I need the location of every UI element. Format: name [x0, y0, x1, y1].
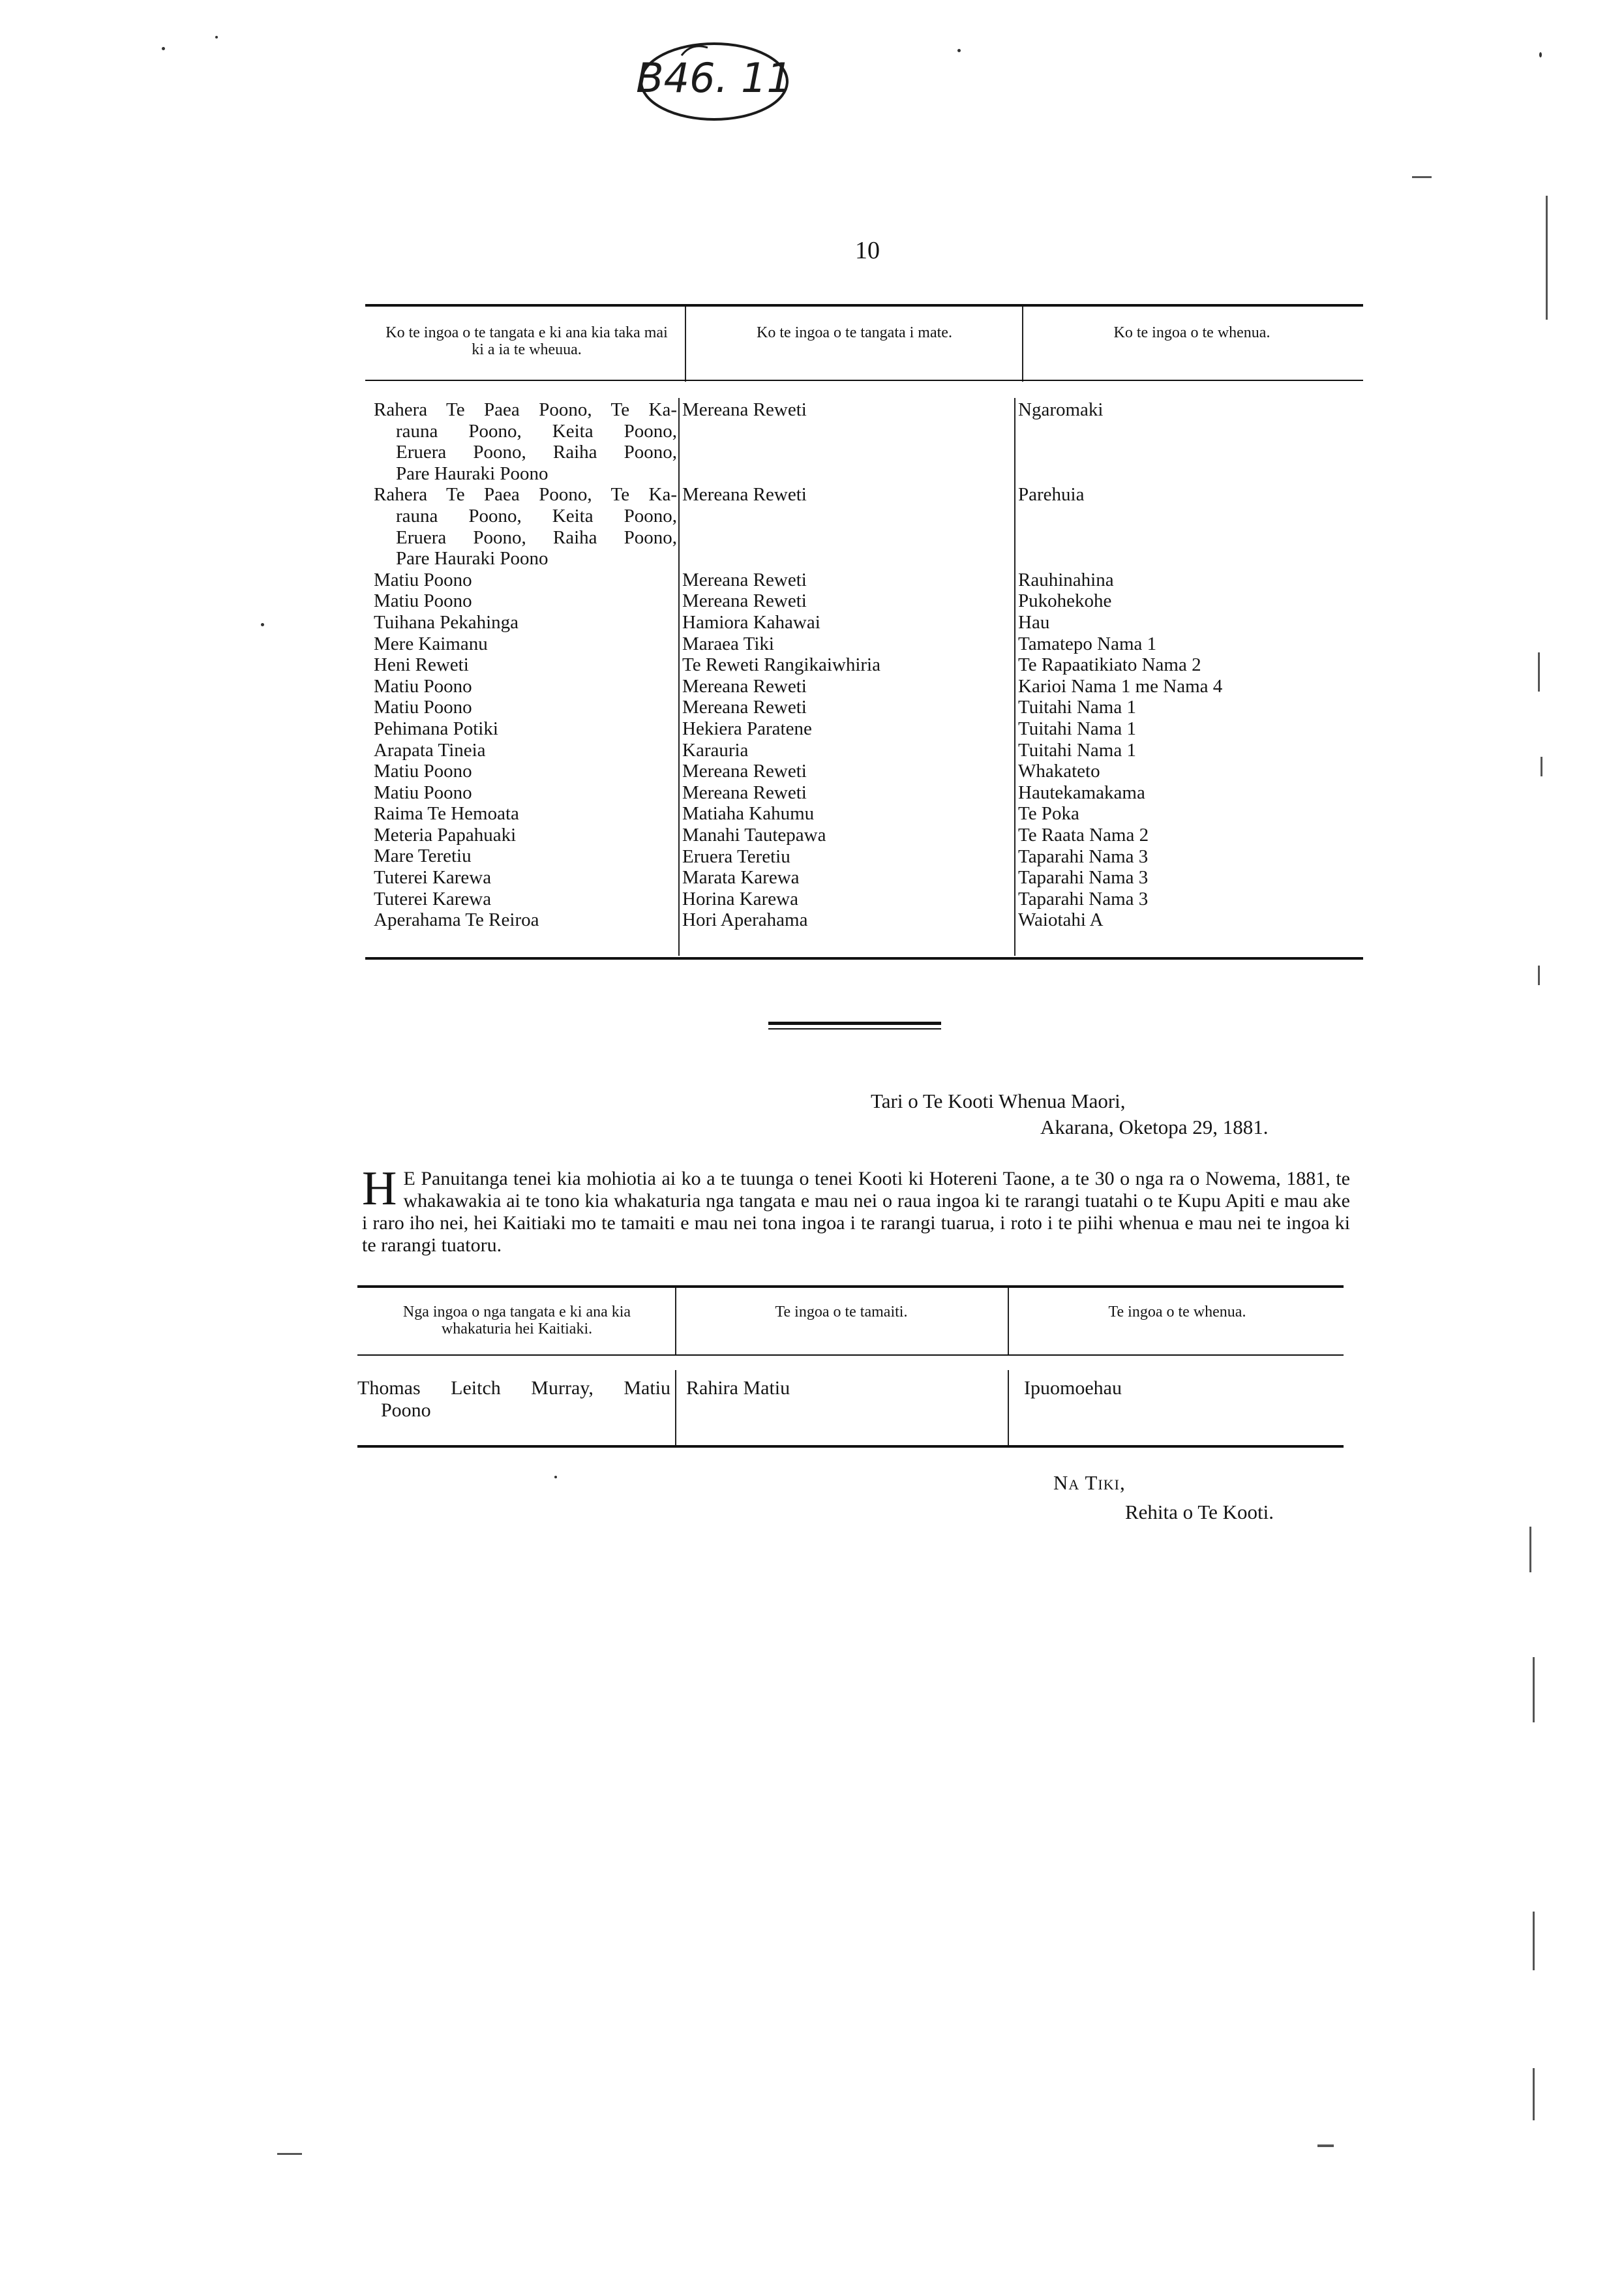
claimant-name: Raima Te Hemoata	[374, 803, 519, 825]
deceased-name: Mereana Reweti	[682, 782, 807, 803]
table-column-divider	[678, 398, 680, 956]
land-name: Tuitahi Nama 1	[1018, 697, 1136, 718]
land-name: Tuitahi Nama 1	[1018, 718, 1136, 739]
table-row	[374, 399, 677, 484]
claimant-name: Matiu Poono	[374, 782, 472, 803]
claimant-name: Matiu Poono	[374, 697, 472, 718]
page-number: 10	[855, 237, 880, 264]
land-name: Taparahi Nama 3	[1018, 867, 1149, 889]
scan-mark	[1533, 1912, 1535, 1970]
claimant-name: Pare Hauraki Poono	[396, 463, 549, 484]
claimant-name: Pehimana Potiki	[374, 718, 498, 739]
deceased-name: Eruera Teretiu	[682, 846, 790, 867]
column-header-child: Te ingoa o te tamaiti.	[775, 1304, 908, 1320]
column-header-deceased: Ko te ingoa o te tangata i mate.	[757, 324, 952, 341]
reference-mark	[636, 29, 792, 127]
claimant-name: Eruera Poono, Raiha Poono,	[396, 526, 677, 548]
column-header-land: Te ingoa o te whenua.	[1108, 1304, 1246, 1320]
table-column-divider	[675, 1370, 676, 1445]
deceased-column	[682, 399, 1008, 931]
deceased-name: Mereana Reweti	[682, 761, 807, 782]
claimant-column	[374, 399, 677, 931]
claimant-name: Matiu Poono	[374, 761, 472, 782]
scan-mark	[1529, 1527, 1531, 1572]
scan-mark	[1538, 966, 1540, 985]
scan-mark	[1533, 2068, 1535, 2120]
notice-first-word: E	[403, 1168, 415, 1189]
scan-mark	[1538, 652, 1540, 692]
scan-speck	[162, 47, 165, 50]
land-name: Waiotahi A	[1018, 909, 1104, 931]
claimant-name: rauna Poono, Keita Poono,	[396, 505, 677, 526]
table-top-rule	[357, 1285, 1344, 1288]
land-name: Te Raata Nama 2	[1018, 824, 1149, 846]
trustee-names: Poono	[381, 1399, 431, 1421]
deceased-name: Manahi Tautepawa	[682, 824, 826, 846]
deceased-name: Karauria	[682, 739, 749, 761]
claimant-name: Tuterei Karewa	[374, 867, 492, 889]
scan-speck	[261, 623, 264, 626]
scan-speck	[215, 36, 218, 38]
land-name: Te Rapaatikiato Nama 2	[1018, 654, 1201, 676]
column-header-trustees: Nga ingoa o nga tangata e ki ana kia whakaturia hei Kaitiaki.	[402, 1304, 631, 1337]
section-divider	[768, 1022, 941, 1025]
reference-mark-text: B46. 11	[636, 54, 792, 102]
office-heading: Tari o Te Kooti Whenua Maori,	[871, 1090, 1126, 1112]
land-name: Ngaromaki	[1018, 399, 1104, 420]
table-bottom-rule	[357, 1445, 1344, 1448]
drop-cap: H	[362, 1162, 397, 1215]
claimant-name: Mere Kaimanu	[374, 633, 488, 654]
claimant-name: Mare Teretiu	[374, 846, 472, 867]
deceased-name: Mereana Reweti	[682, 697, 807, 718]
scan-mark	[1541, 757, 1542, 776]
land-name: Taparahi Nama 3	[1018, 888, 1149, 909]
claimant-name: Tuterei Karewa	[374, 888, 492, 909]
column-header-land: Ko te ingoa o te whenua.	[1113, 324, 1271, 341]
claimant-name: Heni Reweti	[374, 654, 469, 676]
claimant-name: Arapata Tineia	[374, 739, 486, 761]
table-top-rule	[365, 304, 1363, 307]
deceased-name: Mereana Reweti	[682, 590, 807, 612]
scan-mark	[1533, 1657, 1535, 1722]
deceased-name: Marata Karewa	[682, 867, 800, 889]
claimant-name: Matiu Poono	[374, 569, 472, 590]
deceased-name: Mereana Reweti	[682, 569, 807, 590]
notice-body	[362, 1162, 1350, 1257]
land-name: Tuitahi Nama 1	[1018, 739, 1136, 761]
scan-mark	[1412, 176, 1432, 178]
table-bottom-rule	[365, 957, 1363, 960]
deceased-name: Matiaha Kahumu	[682, 803, 815, 825]
deceased-name: Mereana Reweti	[682, 675, 807, 697]
section-divider	[768, 1028, 941, 1030]
land-name: Hau	[1018, 611, 1050, 633]
deceased-name: Mereana Reweti	[682, 484, 807, 506]
land-name: Hautekamakama	[1018, 782, 1145, 803]
land-name: Te Poka	[1018, 803, 1079, 825]
claimant-name: Eruera Poono, Raiha Poono,	[396, 442, 677, 463]
table-column-divider	[1022, 307, 1023, 382]
claimant-name: Rahera Te Paea Poono, Te Ka-	[374, 484, 677, 506]
claimant-name: Aperahama Te Reiroa	[374, 909, 539, 931]
land-name: Pukohekohe	[1018, 590, 1112, 612]
land-name: Whakateto	[1018, 761, 1100, 782]
table-column-divider	[1008, 1370, 1009, 1445]
claimant-name: rauna Poono, Keita Poono,	[396, 420, 677, 442]
deceased-name: Maraea Tiki	[682, 633, 774, 654]
scan-mark	[1317, 2144, 1334, 2147]
signature-name: Na Tiki,	[1053, 1471, 1126, 1494]
scan-mark	[277, 2153, 302, 2155]
scan-speck	[957, 49, 961, 52]
claimant-name: Matiu Poono	[374, 590, 472, 612]
signature-title: Rehita o Te Kooti.	[1125, 1501, 1274, 1523]
land-name: Ipuomoehau	[1024, 1377, 1122, 1399]
scan-speck	[1539, 52, 1542, 57]
child-name: Rahira Matiu	[686, 1377, 790, 1399]
deceased-name: Te Reweti Rangikaiwhiria	[682, 654, 880, 676]
land-name: Karioi Nama 1 me Nama 4	[1018, 675, 1223, 697]
claimant-name: Pare Hauraki Poono	[396, 548, 549, 570]
column-header-claimant: Ko te ingoa o te tangata e ki ana kia taka mai ki a ia te wheuua.	[385, 324, 668, 358]
land-name: Tamatepo Nama 1	[1018, 633, 1157, 654]
scan-speck	[554, 1476, 557, 1478]
table-column-divider	[685, 307, 686, 382]
claimant-name: Matiu Poono	[374, 675, 472, 697]
deceased-name: Mereana Reweti	[682, 399, 807, 420]
table-header-rule	[357, 1354, 1344, 1356]
deceased-name: Horina Karewa	[682, 888, 798, 909]
land-column	[1018, 399, 1357, 931]
table-header-rule	[365, 380, 1363, 381]
claimant-name: Tuihana Pekahinga	[374, 611, 519, 633]
deceased-name: Hamiora Kahawai	[682, 611, 820, 633]
notice-text: Panuitanga tenei kia mohiotia ai ko a te tuunga o tenei Kooti ki Hotereni Taone, a te 30 o nga ra o Nowema, 1881, te whakawakia ai te tono kia whakaturia nga tangata e mau nei o raua ingoa ki te rarangi tuatahi o te Kupu Apiti e mau ake i raro iho nei, hei Kaitiaki mo te tamaiti e mau nei tona ingoa i te rarangi tuarua, i roto i te piihi whenua e mau nei te ingoa ki te rarangi tuatoru.	[362, 1168, 1350, 1256]
table-row	[357, 1377, 670, 1422]
table-column-divider	[1014, 398, 1015, 956]
land-name: Parehuia	[1018, 484, 1085, 506]
claimant-name: Meteria Papahuaki	[374, 824, 517, 846]
table-row	[374, 484, 677, 569]
table-column-divider	[675, 1288, 676, 1354]
deceased-name: Hekiera Paratene	[682, 718, 812, 739]
scan-mark	[1546, 196, 1548, 320]
table-column-divider	[1008, 1288, 1009, 1354]
place-date: Akarana, Oketopa 29, 1881.	[1040, 1116, 1269, 1138]
land-name: Rauhinahina	[1018, 569, 1114, 590]
deceased-name: Hori Aperahama	[682, 909, 808, 931]
claimant-name: Rahera Te Paea Poono, Te Ka-	[374, 399, 677, 420]
land-name: Taparahi Nama 3	[1018, 846, 1149, 867]
trustee-names: Thomas Leitch Murray, Matiu	[357, 1377, 670, 1399]
